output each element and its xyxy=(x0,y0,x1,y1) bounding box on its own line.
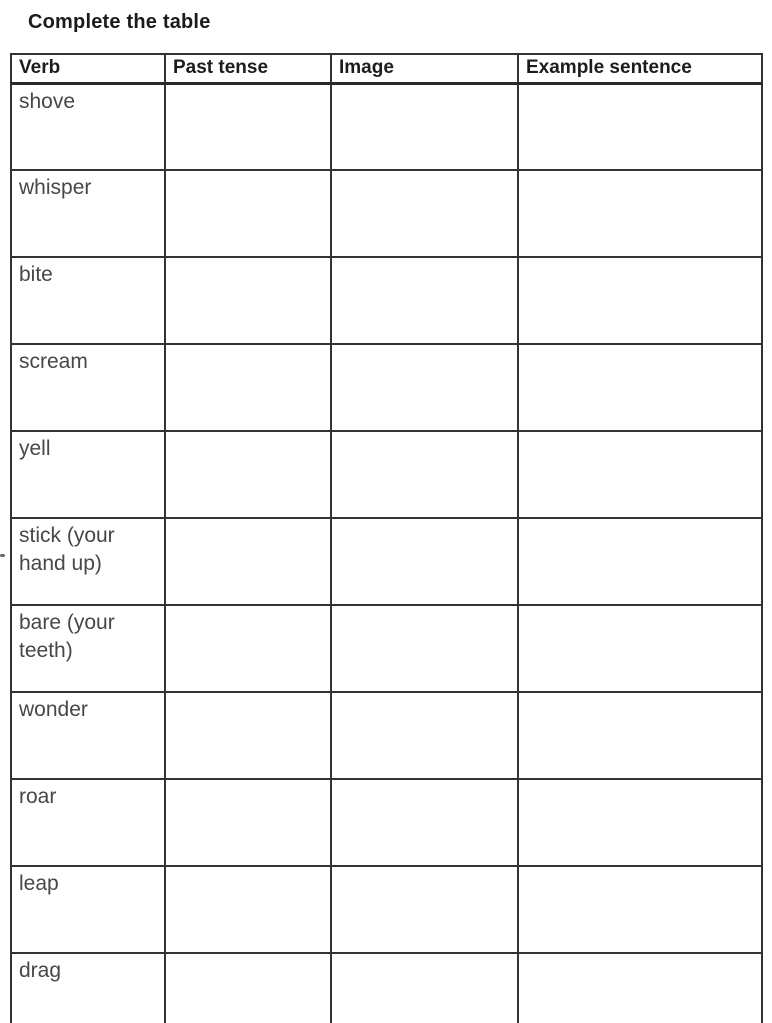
past-tense-cell xyxy=(165,257,331,344)
table-header-row xyxy=(11,54,762,83)
table-row xyxy=(11,170,762,257)
image-cell xyxy=(331,431,518,518)
verb-cell: drag xyxy=(11,953,165,1023)
image-cell xyxy=(331,605,518,692)
verb-cell: stick (your hand up) xyxy=(11,518,165,605)
column-header-verb: Verb xyxy=(11,54,165,83)
worksheet-table xyxy=(10,53,763,1023)
table-row xyxy=(11,431,762,518)
past-tense-cell xyxy=(165,344,331,431)
example-sentence-cell xyxy=(518,431,762,518)
column-header-image: Image xyxy=(331,54,518,83)
past-tense-cell xyxy=(165,866,331,953)
column-header-example-sentence: Example sentence xyxy=(518,54,762,83)
image-cell xyxy=(331,257,518,344)
image-cell xyxy=(331,518,518,605)
example-sentence-cell xyxy=(518,866,762,953)
example-sentence-cell xyxy=(518,518,762,605)
table-row xyxy=(11,866,762,953)
example-sentence-cell xyxy=(518,83,762,170)
image-cell xyxy=(331,344,518,431)
table-row xyxy=(11,605,762,692)
past-tense-cell xyxy=(165,170,331,257)
verb-cell: shove xyxy=(11,83,165,170)
table-row xyxy=(11,779,762,866)
scan-artifact-mark xyxy=(0,554,5,557)
image-cell xyxy=(331,170,518,257)
verb-cell: whisper xyxy=(11,170,165,257)
column-header-past-tense: Past tense xyxy=(165,54,331,83)
table-row xyxy=(11,257,762,344)
table-row xyxy=(11,953,762,1023)
image-cell xyxy=(331,83,518,170)
past-tense-cell xyxy=(165,692,331,779)
verb-cell: yell xyxy=(11,431,165,518)
example-sentence-cell xyxy=(518,170,762,257)
image-cell xyxy=(331,779,518,866)
verb-cell: scream xyxy=(11,344,165,431)
example-sentence-cell xyxy=(518,779,762,866)
image-cell xyxy=(331,953,518,1023)
verb-cell: bite xyxy=(11,257,165,344)
table-row xyxy=(11,344,762,431)
verb-cell: bare (your teeth) xyxy=(11,605,165,692)
verb-cell: wonder xyxy=(11,692,165,779)
verb-cell: roar xyxy=(11,779,165,866)
verb-cell: leap xyxy=(11,866,165,953)
table-row xyxy=(11,692,762,779)
image-cell xyxy=(331,866,518,953)
past-tense-cell xyxy=(165,953,331,1023)
past-tense-cell xyxy=(165,518,331,605)
past-tense-cell xyxy=(165,605,331,692)
table-row xyxy=(11,518,762,605)
example-sentence-cell xyxy=(518,692,762,779)
example-sentence-cell xyxy=(518,605,762,692)
example-sentence-cell xyxy=(518,953,762,1023)
example-sentence-cell xyxy=(518,257,762,344)
example-sentence-cell xyxy=(518,344,762,431)
page-title: Complete the table xyxy=(28,11,211,33)
table-row xyxy=(11,83,762,170)
image-cell xyxy=(331,692,518,779)
past-tense-cell xyxy=(165,83,331,170)
past-tense-cell xyxy=(165,779,331,866)
past-tense-cell xyxy=(165,431,331,518)
